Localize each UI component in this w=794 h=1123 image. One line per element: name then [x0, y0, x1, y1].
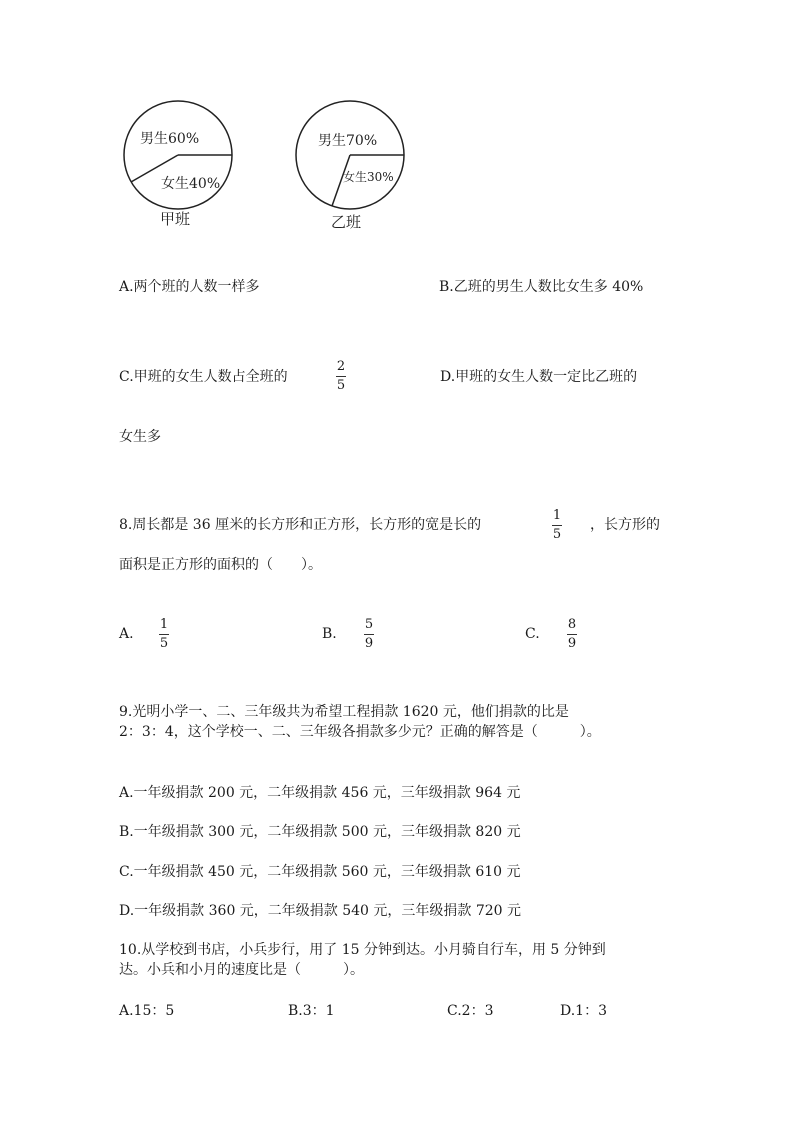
- pie-a-girls-label: 女生40%: [161, 176, 221, 192]
- q10-stem-line1: 10.从学校到书店，小兵步行，用了 15 分钟到达。小月骑自行车，用 5 分钟到: [119, 942, 606, 958]
- fraction-denominator: 5: [159, 636, 169, 651]
- q9-stem-line1: 9.光明小学一、二、三年级共为希望工程捐款 1620 元，他们捐款的比是: [119, 704, 569, 720]
- q9-option-a[interactable]: A.一年级捐款 200 元，二年级捐款 456 元，三年级捐款 964 元: [119, 785, 521, 801]
- q7-option-d-line1[interactable]: D.甲班的女生人数一定比乙班的: [440, 369, 638, 385]
- fraction-denominator: 5: [336, 378, 346, 393]
- q10-option-b[interactable]: B.3：1: [288, 1003, 335, 1019]
- fraction-denominator: 9: [364, 636, 374, 651]
- pie-b-girls-label: 女生30%: [343, 170, 394, 184]
- q7-option-a[interactable]: A.两个班的人数一样多: [119, 279, 260, 295]
- q7-option-b[interactable]: B.乙班的男生人数比女生多 40%: [439, 279, 644, 295]
- q8-option-c-label: C.: [525, 626, 540, 642]
- pie-chart-class-b: [296, 101, 404, 231]
- pie-charts-figure: [118, 100, 418, 235]
- fraction-bar: [567, 634, 577, 635]
- pie-a-boys-label: 男生60%: [140, 131, 200, 147]
- q9-option-b[interactable]: B.一年级捐款 300 元，二年级捐款 500 元，三年级捐款 820 元: [119, 824, 521, 840]
- fraction-numerator: 8: [567, 617, 577, 632]
- q8-stem-fraction: [552, 509, 562, 542]
- q8-option-a-label: A.: [119, 626, 134, 642]
- q10-option-d[interactable]: D.1：3: [560, 1003, 607, 1019]
- q7-option-c-fraction: [336, 360, 346, 393]
- q8-option-b-fraction: [364, 618, 374, 651]
- pie-a-class-label: 甲班: [160, 210, 191, 228]
- fraction-numerator: 2: [336, 359, 346, 374]
- pie-chart-class-a: [124, 101, 232, 228]
- q10-stem-line2: 达。小兵和小月的速度比是（ ）。: [119, 962, 364, 978]
- pie-b-boys-label: 男生70%: [318, 133, 378, 149]
- q8-option-b-label: B.: [322, 626, 337, 642]
- q8-stem-part1: 8.周长都是 36 厘米的长方形和正方形，长方形的宽是长的: [119, 517, 482, 533]
- fraction-numerator: 5: [364, 617, 374, 632]
- fraction-bar: [364, 634, 374, 635]
- q10-option-c[interactable]: C.2：3: [447, 1003, 494, 1019]
- q8-stem-line2: 面积是正方形的面积的（ ）。: [119, 557, 322, 573]
- q7-option-c[interactable]: C.甲班的女生人数占全班的: [119, 369, 288, 385]
- q8-stem-part2: ，长方形的: [590, 517, 660, 533]
- pie-b-class-label: 乙班: [331, 213, 362, 231]
- q7-option-d-line2: 女生多: [119, 429, 161, 445]
- q10-option-a[interactable]: A.15：5: [119, 1003, 175, 1019]
- q9-option-d[interactable]: D.一年级捐款 360 元，二年级捐款 540 元，三年级捐款 720 元: [119, 903, 522, 919]
- fraction-denominator: 9: [567, 636, 577, 651]
- q9-option-c[interactable]: C.一年级捐款 450 元，二年级捐款 560 元，三年级捐款 610 元: [119, 864, 521, 880]
- fraction-bar: [336, 376, 346, 377]
- fraction-denominator: 5: [552, 527, 562, 542]
- fraction-bar: [552, 525, 562, 526]
- fraction-numerator: 1: [552, 508, 562, 523]
- q9-stem-line2: 2：3：4，这个学校一、二、三年级各捐款多少元？正确的解答是（ ）。: [119, 724, 601, 740]
- q8-option-a-fraction: [159, 618, 169, 651]
- q8-option-c-fraction: [567, 618, 577, 651]
- fraction-numerator: 1: [159, 617, 169, 632]
- fraction-bar: [159, 634, 169, 635]
